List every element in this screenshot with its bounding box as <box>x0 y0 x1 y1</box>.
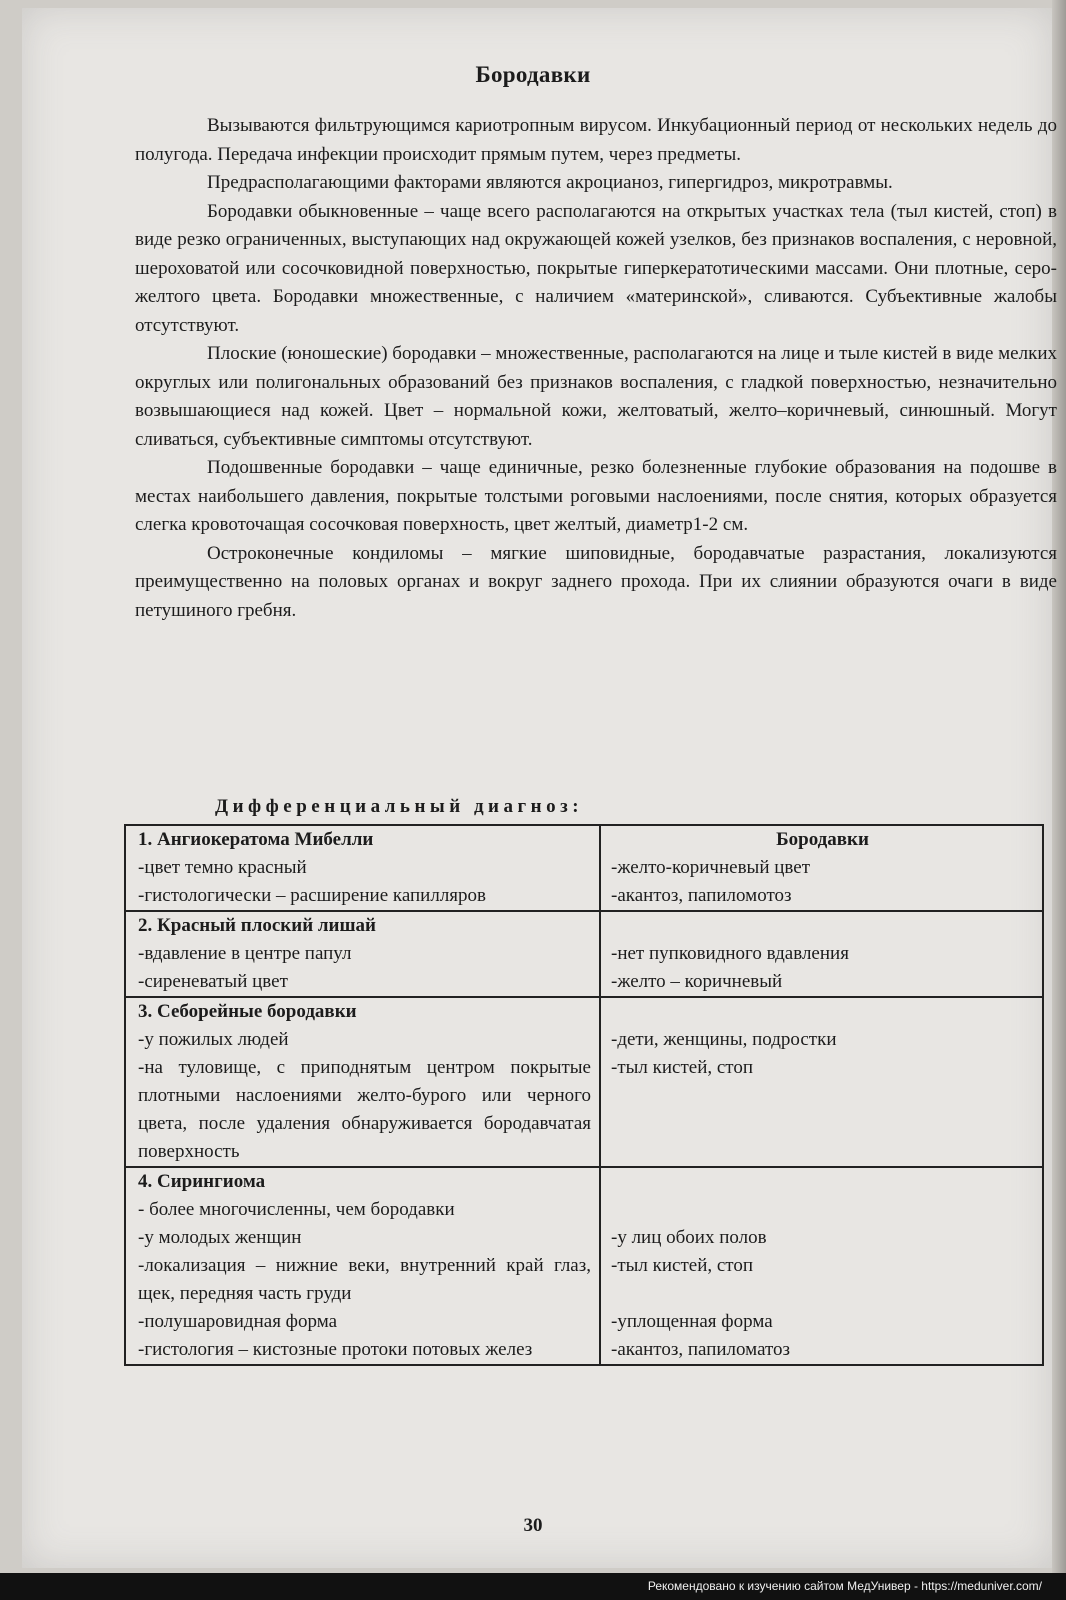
spacer <box>611 998 1034 1026</box>
list-item: -акантоз, папиломотоз <box>611 885 792 906</box>
list-item: -гистологически – расширение капилляров <box>138 885 487 906</box>
list-item: -цвет темно красный <box>138 857 307 878</box>
page-title: Бородавки <box>475 62 591 87</box>
table-row <box>125 825 1043 911</box>
differential-heading: Дифференциальный диагноз: <box>215 796 584 817</box>
list-item: -уплощенная форма <box>611 1311 773 1332</box>
paragraph-flat-warts: Плоские (юношеские) бородавки – множественные, располагаются на лице и тыле кистей в виде мелких округлых или полигональных образований без признаков воспаления, с гладкой поверхностью, незначительно возвышающиеся над кожей. Цвет – нормальной кожи, желтоватый, желто–коричневый, синюшный. Могут сливаться, субъективные симптомы отсутствуют. <box>135 343 1057 450</box>
table-cell-right <box>600 911 1043 997</box>
list-item: -желто-коричневый цвет <box>611 857 811 878</box>
list-item: -у лиц обоих полов <box>611 1227 767 1248</box>
page-number: 30 <box>523 1515 543 1536</box>
table-cell-left <box>125 825 600 911</box>
list-item: -сиреневатый цвет <box>138 971 288 992</box>
list-item: -у пожилых людей <box>138 1029 289 1050</box>
list-item: -акантоз, папиломатоз <box>611 1339 791 1360</box>
spacer <box>611 912 1034 940</box>
footer-banner <box>0 1573 1066 1600</box>
list-item: -дети, женщины, подростки <box>611 1029 837 1050</box>
row-title: 1. Ангиокератома Мибелли <box>138 829 374 850</box>
paragraph-condylomas: Остроконечные кондиломы – мягкие шиповидные, бородавчатые разрастания, локализуются преимущественно на половых органах и вокруг заднего прохода. При их слиянии образуются очаги в виде петушиного гребня. <box>135 542 1057 621</box>
spacer <box>611 1168 1034 1196</box>
list-item: -полушаровидная форма <box>138 1311 338 1332</box>
row-title: 2. Красный плоский лишай <box>138 915 376 936</box>
list-item: -локализация – нижние веки, внутренний край глаз, щек, передняя часть груди <box>138 1255 591 1304</box>
table-cell-right <box>600 825 1043 911</box>
table-cell-left <box>125 911 600 997</box>
list-item: -вдавление в центре папул <box>138 943 352 964</box>
paragraph-etiology: Вызываются фильтрующимся кариотропным вирусом. Инкубационный период от нескольких недель до полугода. Передача инфекции происходит прямым путем, через предметы. <box>135 115 1057 165</box>
table-cell-left <box>125 1167 600 1365</box>
table-cell-left <box>125 997 600 1167</box>
column-header-warts: Бородавки <box>776 829 869 850</box>
paragraph-risk-factors: Предрасполагающими факторами являются акроцианоз, гипергидроз, микротравмы. <box>207 172 893 193</box>
list-item: - более многочисленны, чем бородавки <box>138 1199 455 1220</box>
footer-text[interactable]: Рекомендовано к изучению сайтом МедУнивер - https://meduniver.com/ <box>647 1579 1042 1593</box>
list-item: -желто – коричневый <box>611 971 783 992</box>
list-item: -гистология – кистозные протоки потовых желез <box>138 1339 533 1360</box>
row-title: 4. Сирингиома <box>138 1171 266 1192</box>
list-item: -нет пупковидного вдавления <box>611 943 849 964</box>
table-cell-right <box>600 1167 1043 1365</box>
paragraph-common-warts: Бородавки обыкновенные – чаще всего располагаются на открытых участках тела (тыл кистей, стоп) в виде резко ограниченных, выступающих над окружающей кожей узелков, без признаков воспаления, с неровной, шероховатой или сосочковидной поверхностью, покрытые гиперкератотическими массами. Они плотные, серо-желтого цвета. Бородавки множественные, с наличием «материнской», сливаются. Субъективные жалобы отсутствуют. <box>135 200 1057 336</box>
spacer <box>611 1196 1034 1224</box>
list-item: -у молодых женщин <box>138 1227 302 1248</box>
differential-table <box>124 824 1044 1366</box>
list-item: -на туловище, с приподнятым центром покрытые плотными наслоениями желто-бурого или черного цвета, после удаления обнаруживается бородавчатая поверхность <box>138 1057 591 1162</box>
table-row <box>125 997 1043 1167</box>
paragraph-plantar-warts: Подошвенные бородавки – чаще единичные, резко болезненные глубокие образования на подошве в местах наибольшего давления, покрытые толстыми роговыми наслоениями, после снятия, которых образуется слегка кровоточащая сосочковая поверхность, цвет желтый, диаметр1-2 см. <box>135 457 1057 535</box>
spacer <box>611 1280 1034 1308</box>
list-item: -тыл кистей, стоп <box>611 1057 754 1078</box>
table-cell-right <box>600 997 1043 1167</box>
list-item: -тыл кистей, стоп <box>611 1255 754 1276</box>
row-title: 3. Себорейные бородавки <box>138 1001 357 1022</box>
table-row <box>125 911 1043 997</box>
article-body <box>135 112 1057 625</box>
table-row <box>125 1167 1043 1365</box>
